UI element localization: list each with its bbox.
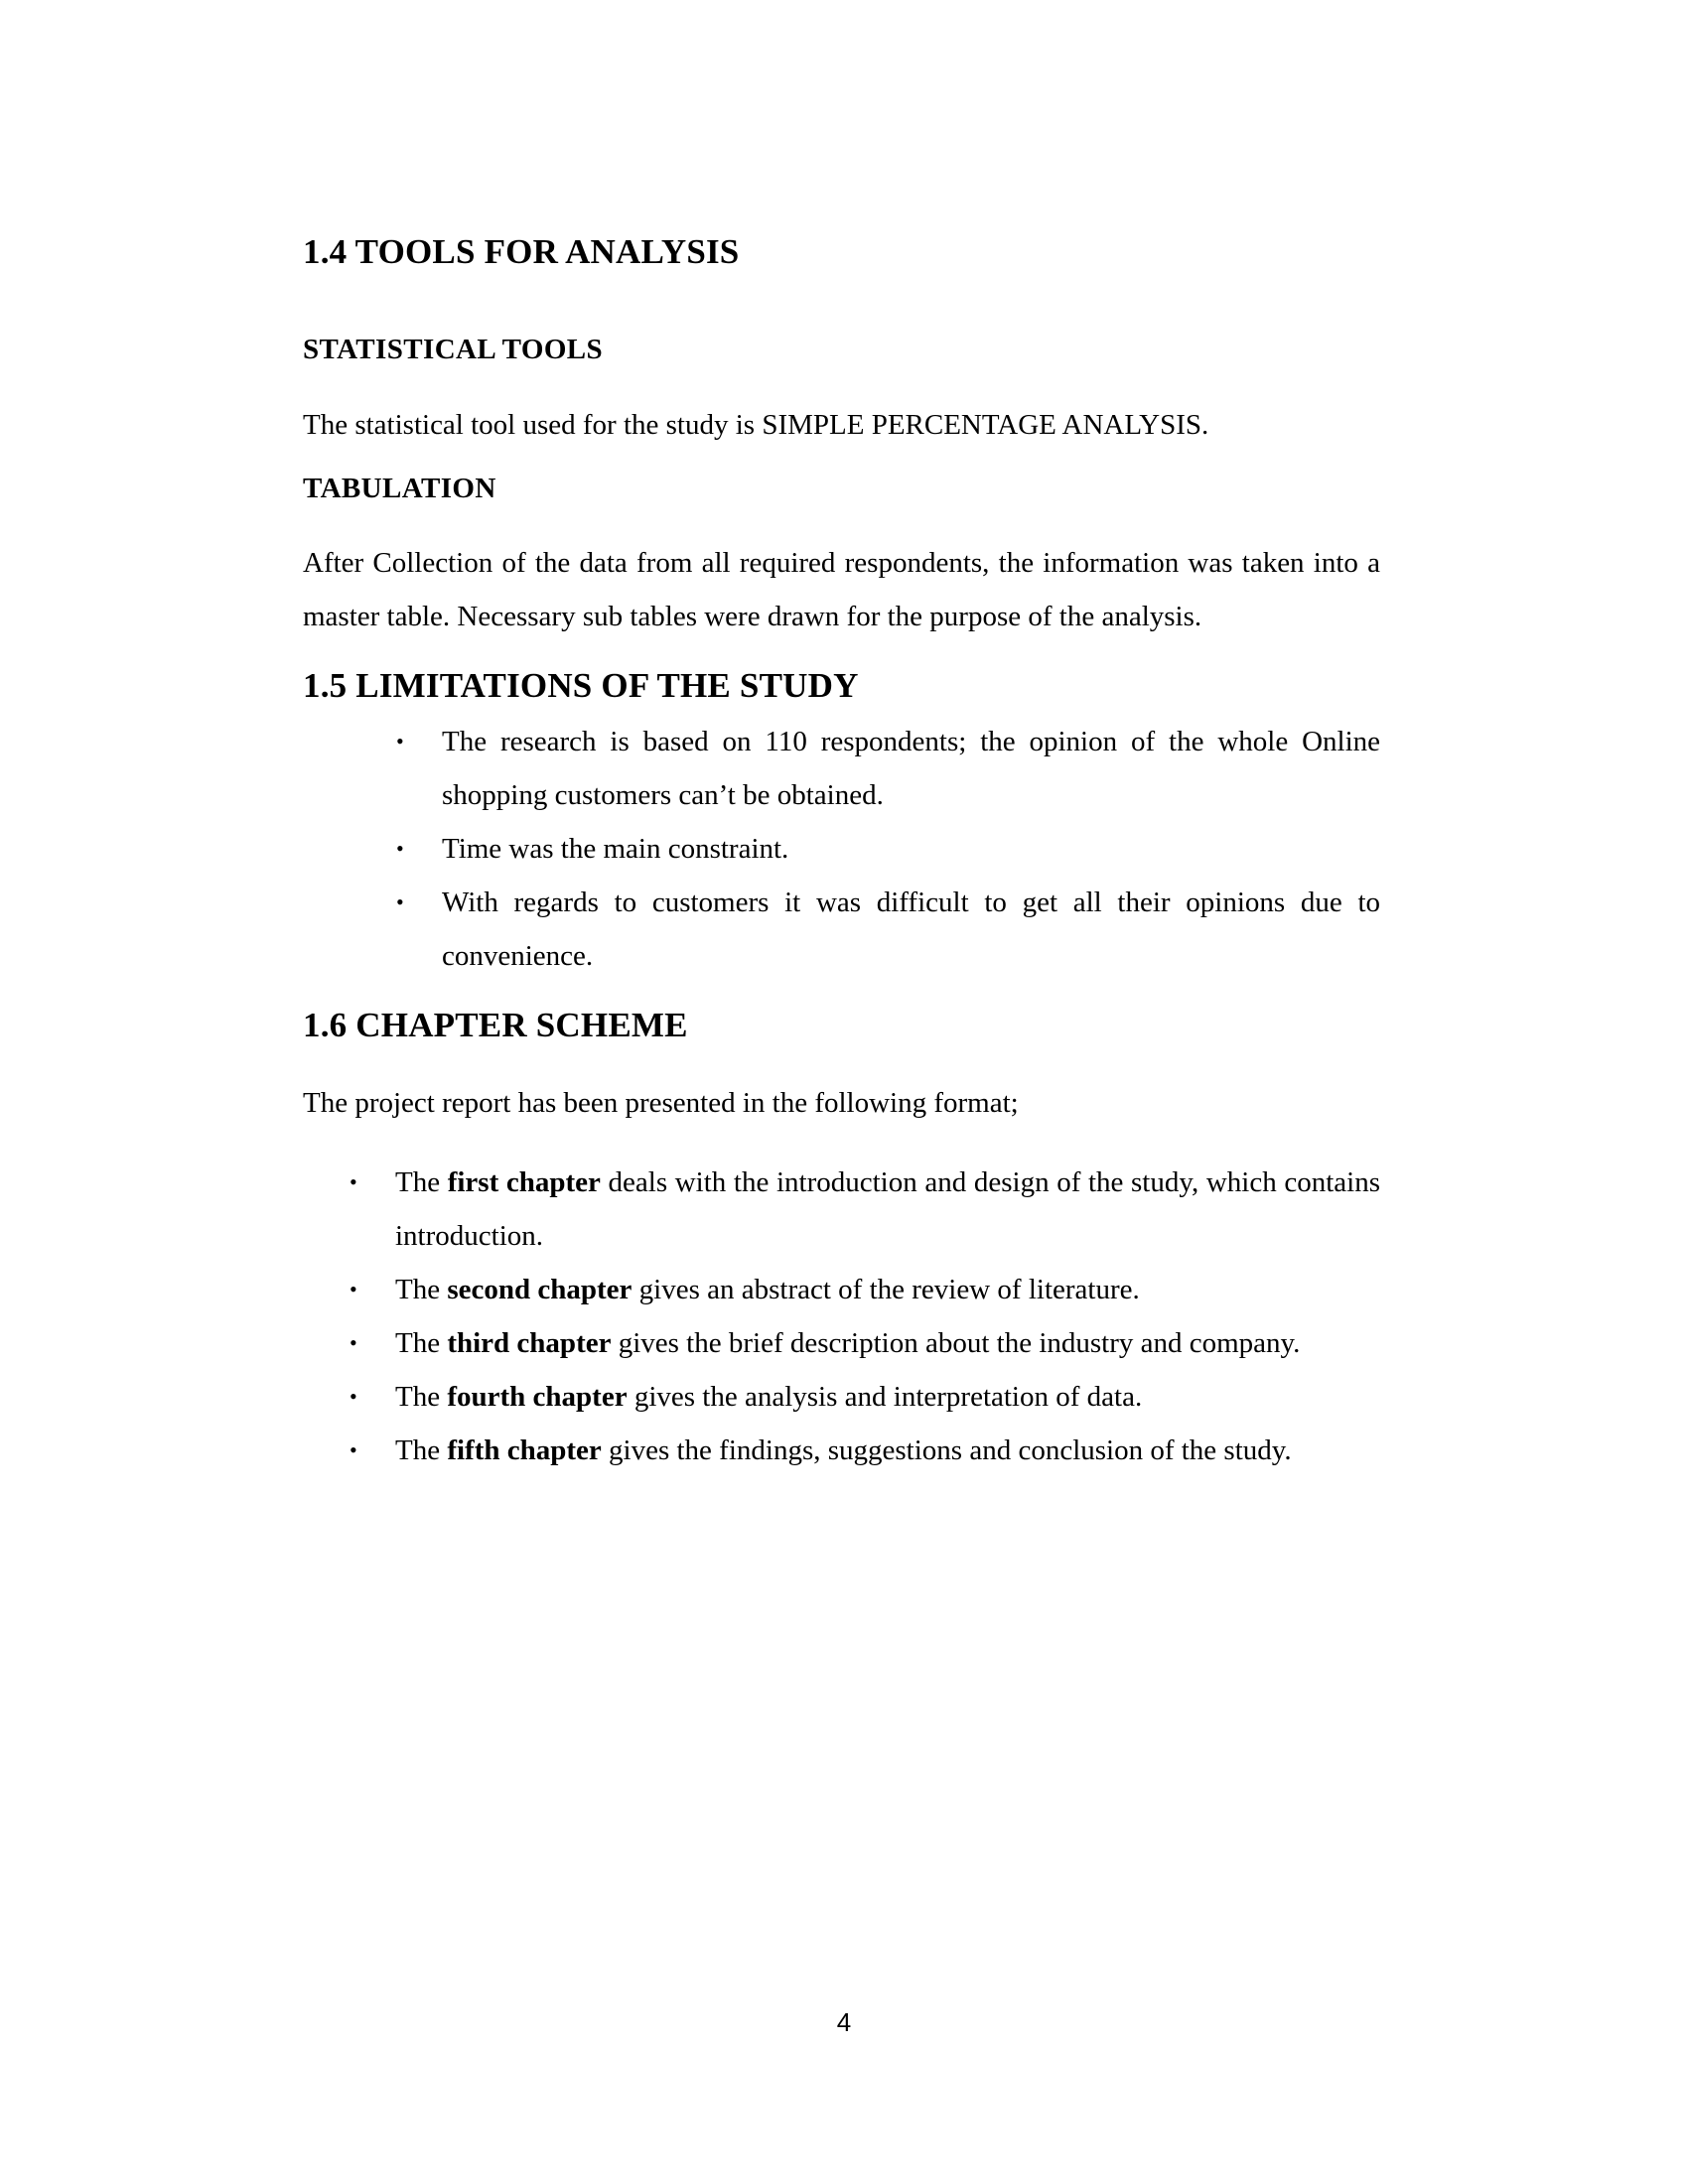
list-item-text: Time was the main constraint.	[442, 833, 789, 865]
statistical-tools-text: The statistical tool used for the study is SIMPLE PERCENTAGE ANALYSIS.	[303, 409, 1209, 441]
list-item	[303, 715, 1380, 822]
chapter-item-prefix: The	[395, 1166, 448, 1198]
chapter-item-bold: first chapter	[447, 1166, 601, 1198]
bullet-icon: •	[396, 889, 404, 914]
section-1-6-heading: 1.6 CHAPTER SCHEME	[303, 1006, 688, 1044]
chapter-item-prefix: The	[395, 1327, 448, 1359]
chapter-item-rest: gives the brief description about the industry and company.	[611, 1327, 1301, 1359]
bullet-icon: •	[396, 836, 404, 861]
chapter-item-rest: deals with the introduction and design of the study, which contains introduction.	[395, 1166, 1380, 1252]
chapter-item-bold: second chapter	[447, 1274, 633, 1305]
limitations-list	[303, 715, 1380, 983]
list-item	[303, 1316, 1380, 1370]
section-1-4-heading: 1.4 TOOLS FOR ANALYSIS	[303, 232, 740, 271]
list-item-text: The research is based on 110 respondents; the opinion of the whole Online shopping customers can’t be obtained.	[442, 726, 1380, 811]
page-number: 4	[836, 2007, 852, 2037]
list-item	[303, 1263, 1380, 1316]
page-content	[303, 223, 1380, 1477]
chapter-item-bold: third chapter	[447, 1327, 612, 1359]
list-item	[303, 1424, 1380, 1477]
chapter-scheme-list	[303, 1156, 1380, 1477]
bullet-icon: •	[350, 1330, 357, 1355]
tabulation-text: After Collection of the data from all required respondents, the information was taken into a master table. Necessary sub tables were drawn for the purpose of the analysis.	[303, 547, 1380, 632]
chapter-item-prefix: The	[395, 1274, 448, 1305]
chapter-item-bold: fifth chapter	[447, 1434, 602, 1466]
statistical-tools-subheading: STATISTICAL TOOLS	[303, 334, 604, 365]
section-1-5-heading: 1.5 LIMITATIONS OF THE STUDY	[303, 666, 859, 705]
chapter-item-rest: gives the findings, suggestions and conclusion of the study.	[601, 1434, 1292, 1466]
tabulation-subheading: TABULATION	[303, 473, 496, 504]
chapter-scheme-intro: The project report has been presented in the following format;	[303, 1087, 1019, 1119]
list-item	[303, 822, 1380, 876]
chapter-item-prefix: The	[395, 1381, 448, 1413]
bullet-icon: •	[350, 1277, 357, 1301]
bullet-icon: •	[350, 1384, 357, 1409]
chapter-item-rest: gives an abstract of the review of literature.	[632, 1274, 1140, 1305]
chapter-item-bold: fourth chapter	[447, 1381, 628, 1413]
chapter-item-prefix: The	[395, 1434, 448, 1466]
list-item	[303, 1156, 1380, 1263]
chapter-item-rest: gives the analysis and interpretation of data.	[627, 1381, 1143, 1413]
bullet-icon: •	[350, 1437, 357, 1462]
bullet-icon: •	[350, 1169, 357, 1194]
list-item-text: With regards to customers it was difficult to get all their opinions due to convenience.	[442, 887, 1380, 972]
bullet-icon: •	[396, 729, 404, 753]
list-item	[303, 876, 1380, 983]
list-item	[303, 1370, 1380, 1424]
